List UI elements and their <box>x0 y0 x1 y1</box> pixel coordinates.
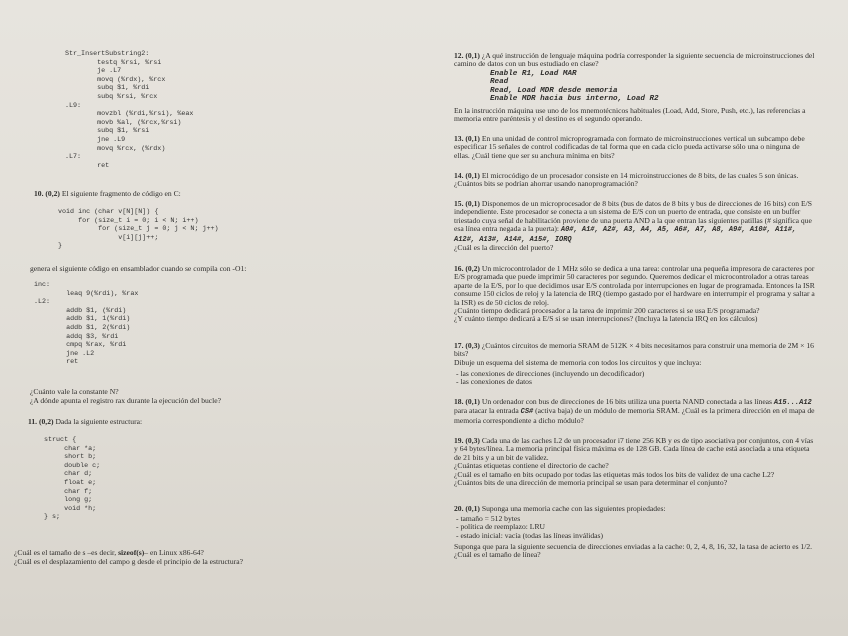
q10-header <box>34 190 426 198</box>
q11-a-sizeof: sizeof(s) <box>118 548 145 557</box>
q11-text: Dada la siguiente estructura: <box>55 417 143 426</box>
q10-number: 10. (0,2) <box>34 189 60 198</box>
q20-properties <box>456 515 818 540</box>
q17-list <box>456 370 818 387</box>
q10-question-b: ¿A dónde apunta el registro rax durante la ejecución del bucle? <box>30 396 222 405</box>
q13-text: En una unidad de control microprogramada con formato de microinstrucciones vertical un subcampo debe especificar 15 señales de control codificadas de tal forma que en cada ciclo pueda activarse sólo una o ninguna de ellas. ¿Cuál tiene que ser su anchura mínima en bits? <box>454 134 805 160</box>
q19-question: ¿Cuántas etiquetas contiene el directorio de cache? <box>454 461 609 471</box>
assembly-str-insert: Str_InsertSubstring2: testq %rsi, %rsi je .L7 movq (%rdx), %rcx subq $1, %rdi subq %rsi, %rcx .L9: movzbl (%rdi,%rsi), %eax movb %al, (%rcx,%rsi) subq $1, %rsi jne .L9 movq %rcx, (%rdx) .L7: ret <box>65 50 194 170</box>
q20-property: - estado inicial: vacía (todas las líneas inválidas) <box>456 532 818 540</box>
q17-instruction: Dibuje un esquema del sistema de memoria con todos los circuitos y que incluya: <box>454 357 702 367</box>
q20-sequence: Suponga que para la siguiente secuencia de direcciones enviadas a la cache: 0, 2, 4, 8, 16, 32, la tasa de acierto es 1/2. ¿Cuál es el tamaño de línea? <box>454 542 813 560</box>
q12-note: En la instrucción máquina use uno de los mnemotécnicos habituales (Load, Add, Store, Push, etc.), las referencias a memoria entre paréntesis y el destino es el segundo operando. <box>454 106 806 124</box>
q11-question-b: ¿Cuál es el desplazamiento del campo g desde el principio de la estructura? <box>14 557 243 566</box>
q19-question: ¿Cuál es el tamaño en bits ocupado por todas las etiquetas más todos los bits de validez de una cache L2? <box>454 469 775 479</box>
q20-property: - política de reemplazo: LRU <box>456 523 818 531</box>
c-code-inc: void inc (char v[N][N]) { for (size_t i = 0; i < N; i++) for (size_t j = 0; j < N; j++) v[i][j]++; } <box>58 208 219 251</box>
q12-step-1: Enable R1, Load MAR <box>490 70 577 78</box>
q15-block <box>454 200 816 252</box>
q18-text-2: para atacar la entrada <box>454 406 519 416</box>
q11-header <box>28 418 426 426</box>
struct-code: struct { char *a; short b; double c; char d; float e; char f; long g; void *h; } s; <box>44 436 101 522</box>
q10-text: El siguiente fragmento de código en C: <box>61 189 181 198</box>
q11-a-part2: – en Linux x86-64? <box>144 548 204 557</box>
q16-question-b: ¿Y cuánto tiempo dedicará a E/S si se usan interrupciones? (Incluya la latencia IRQ en los cálculos) <box>454 314 758 324</box>
q13-number: 13. (0,1) <box>454 134 480 143</box>
q16-number: 16. (0,2) <box>454 264 480 273</box>
q12-text: ¿A qué instrucción de lenguaje máquina podría corresponder la siguiente secuencia de microinstrucciones del camino de datos con un bus estudiado en clase? <box>454 51 815 69</box>
q19-question: ¿Cuántos bits de una dirección de memoria principal se usan para determinar el conjunto? <box>454 478 728 488</box>
q12-step-3: Read, Load MDR desde memoria <box>490 86 618 95</box>
q10-question-a: ¿Cuánto vale la constante N? <box>30 387 119 396</box>
q15-pins: A0#, A1#, A2#, A3, A4, A5, A6#, A7, A8, A9#, A10#, A11#, A12#, A13#, A14#, A15#, IORQ <box>454 226 797 244</box>
q12-block <box>454 52 816 69</box>
q17-block <box>454 342 816 367</box>
q14-number: 14. (0,1) <box>454 171 480 180</box>
q14-text: El microcódigo de un procesador consiste en 14 microinstrucciones de 8 bits, de las cuales 5 son únicas. ¿Cuántos bits se podrían ahorrar usando nanoprogramación? <box>454 171 799 189</box>
q17-text: ¿Cuántos circuitos de memoria SRAM de 512K × 4 bits necesitamos para construir una memoria de 2M × 16 bits? <box>454 341 814 359</box>
q12-step-2: Read <box>490 78 509 87</box>
assembly-inc: inc: leaq 9(%rdi), %rax .L2: addb $1, (%rdi) addb $1, 1(%rdi) addb $1, 2(%rdi) addq $3, %rdi cmpq %rax, %rdi jne .L2 ret <box>34 281 139 367</box>
q16-block <box>454 265 816 324</box>
q11-number: 11. (0,2) <box>28 417 54 426</box>
q18-number: 18. (0,1) <box>454 397 480 406</box>
q15-number: 15. (0,1) <box>454 199 480 208</box>
q20-property: - tamaño = 512 bytes <box>456 515 818 523</box>
q12-number: 12. (0,1) <box>454 51 480 60</box>
q11-a-part1: ¿Cuál es el tamaño de s –es decir, <box>14 548 117 557</box>
q18-cs-signal: CS# <box>520 408 534 417</box>
q15-text: Disponemos de un microprocesador de 8 bits (bus de datos de 8 bits y bus de direcciones de 16 bits) con E/S independiente. Este procesador se conecta a un sistema de E/S con un puerto de entrada, que consiste en un buffer triestado cuya señal de habilitación proviene de una puerta AND a la que entran las siguientes patillas (# significa que esa línea entra negada a la puerta): <box>454 199 812 234</box>
q17-item: - las conexiones de datos <box>456 378 818 386</box>
q19-number: 19. (0,3) <box>454 436 480 445</box>
q14-block <box>454 172 816 189</box>
q10-mid-text: genera el siguiente código en ensamblador cuando se compila con -O1: <box>30 264 247 273</box>
q12-step-4: Enable MDR hacia bus interno, Load R2 <box>490 95 659 104</box>
q17-item: - las conexiones de direcciones (incluyendo un decodificador) <box>456 370 818 378</box>
q20-block <box>454 505 816 513</box>
q16-text: Un microcontrolador de 1 MHz sólo se dedica a una tarea: controlar una pequeña impresora de caracteres por E/S programada que puede imprimir 50 caracteres por segundo. Queremos dedicar el microcontrolador a otras tareas aparte de la E/S, por lo que decidimos usar E/S controlada por interrupciones en lugar de programada. Entonces la ISR consume 150 ciclos de reloj y la latencia de IRQ (tiempo gastado por el hardware en interrumpir el programa y saltar a la ISR) es de 50 ciclos de reloj. <box>454 264 815 307</box>
q17-number: 17. (0,3) <box>454 341 480 350</box>
q20-text: Suponga una memoria cache con las siguientes propiedades: <box>481 504 666 513</box>
q18-address-lines: A15...A12 <box>773 399 812 407</box>
q18-text-3: (activa baja) de un módulo de memoria SRAM. ¿Cuál es la primera dirección en el mapa de memoria correspondiente a dicho módulo? <box>454 406 815 425</box>
q15-question: ¿Cuál es la dirección del puerto? <box>454 243 554 253</box>
q18-text-1: Un ordenador con bus de direcciones de 16 bits utiliza una puerta NAND conectada a las líneas <box>481 397 773 406</box>
q19-text: Cada una de las caches L2 de un procesador i7 tiene 256 KB y es de tipo asociativa por conjuntos, con 4 vías y 64 bytes/línea. La memoria principal física máxima es de 128 GB. Cada línea de cache está asociada a una etiqueta de 21 bits y a un bit de validez. <box>454 436 814 462</box>
q16-question-a: ¿Cuánto tiempo dedicará procesador a la tarea de imprimir 200 caracteres si se usa E/S programada? <box>454 306 760 316</box>
q19-block <box>454 437 816 487</box>
q18-block <box>454 398 816 425</box>
q12-microinstructions <box>490 70 810 104</box>
q13-block <box>454 135 816 160</box>
q20-number: 20. (0,1) <box>454 504 480 513</box>
